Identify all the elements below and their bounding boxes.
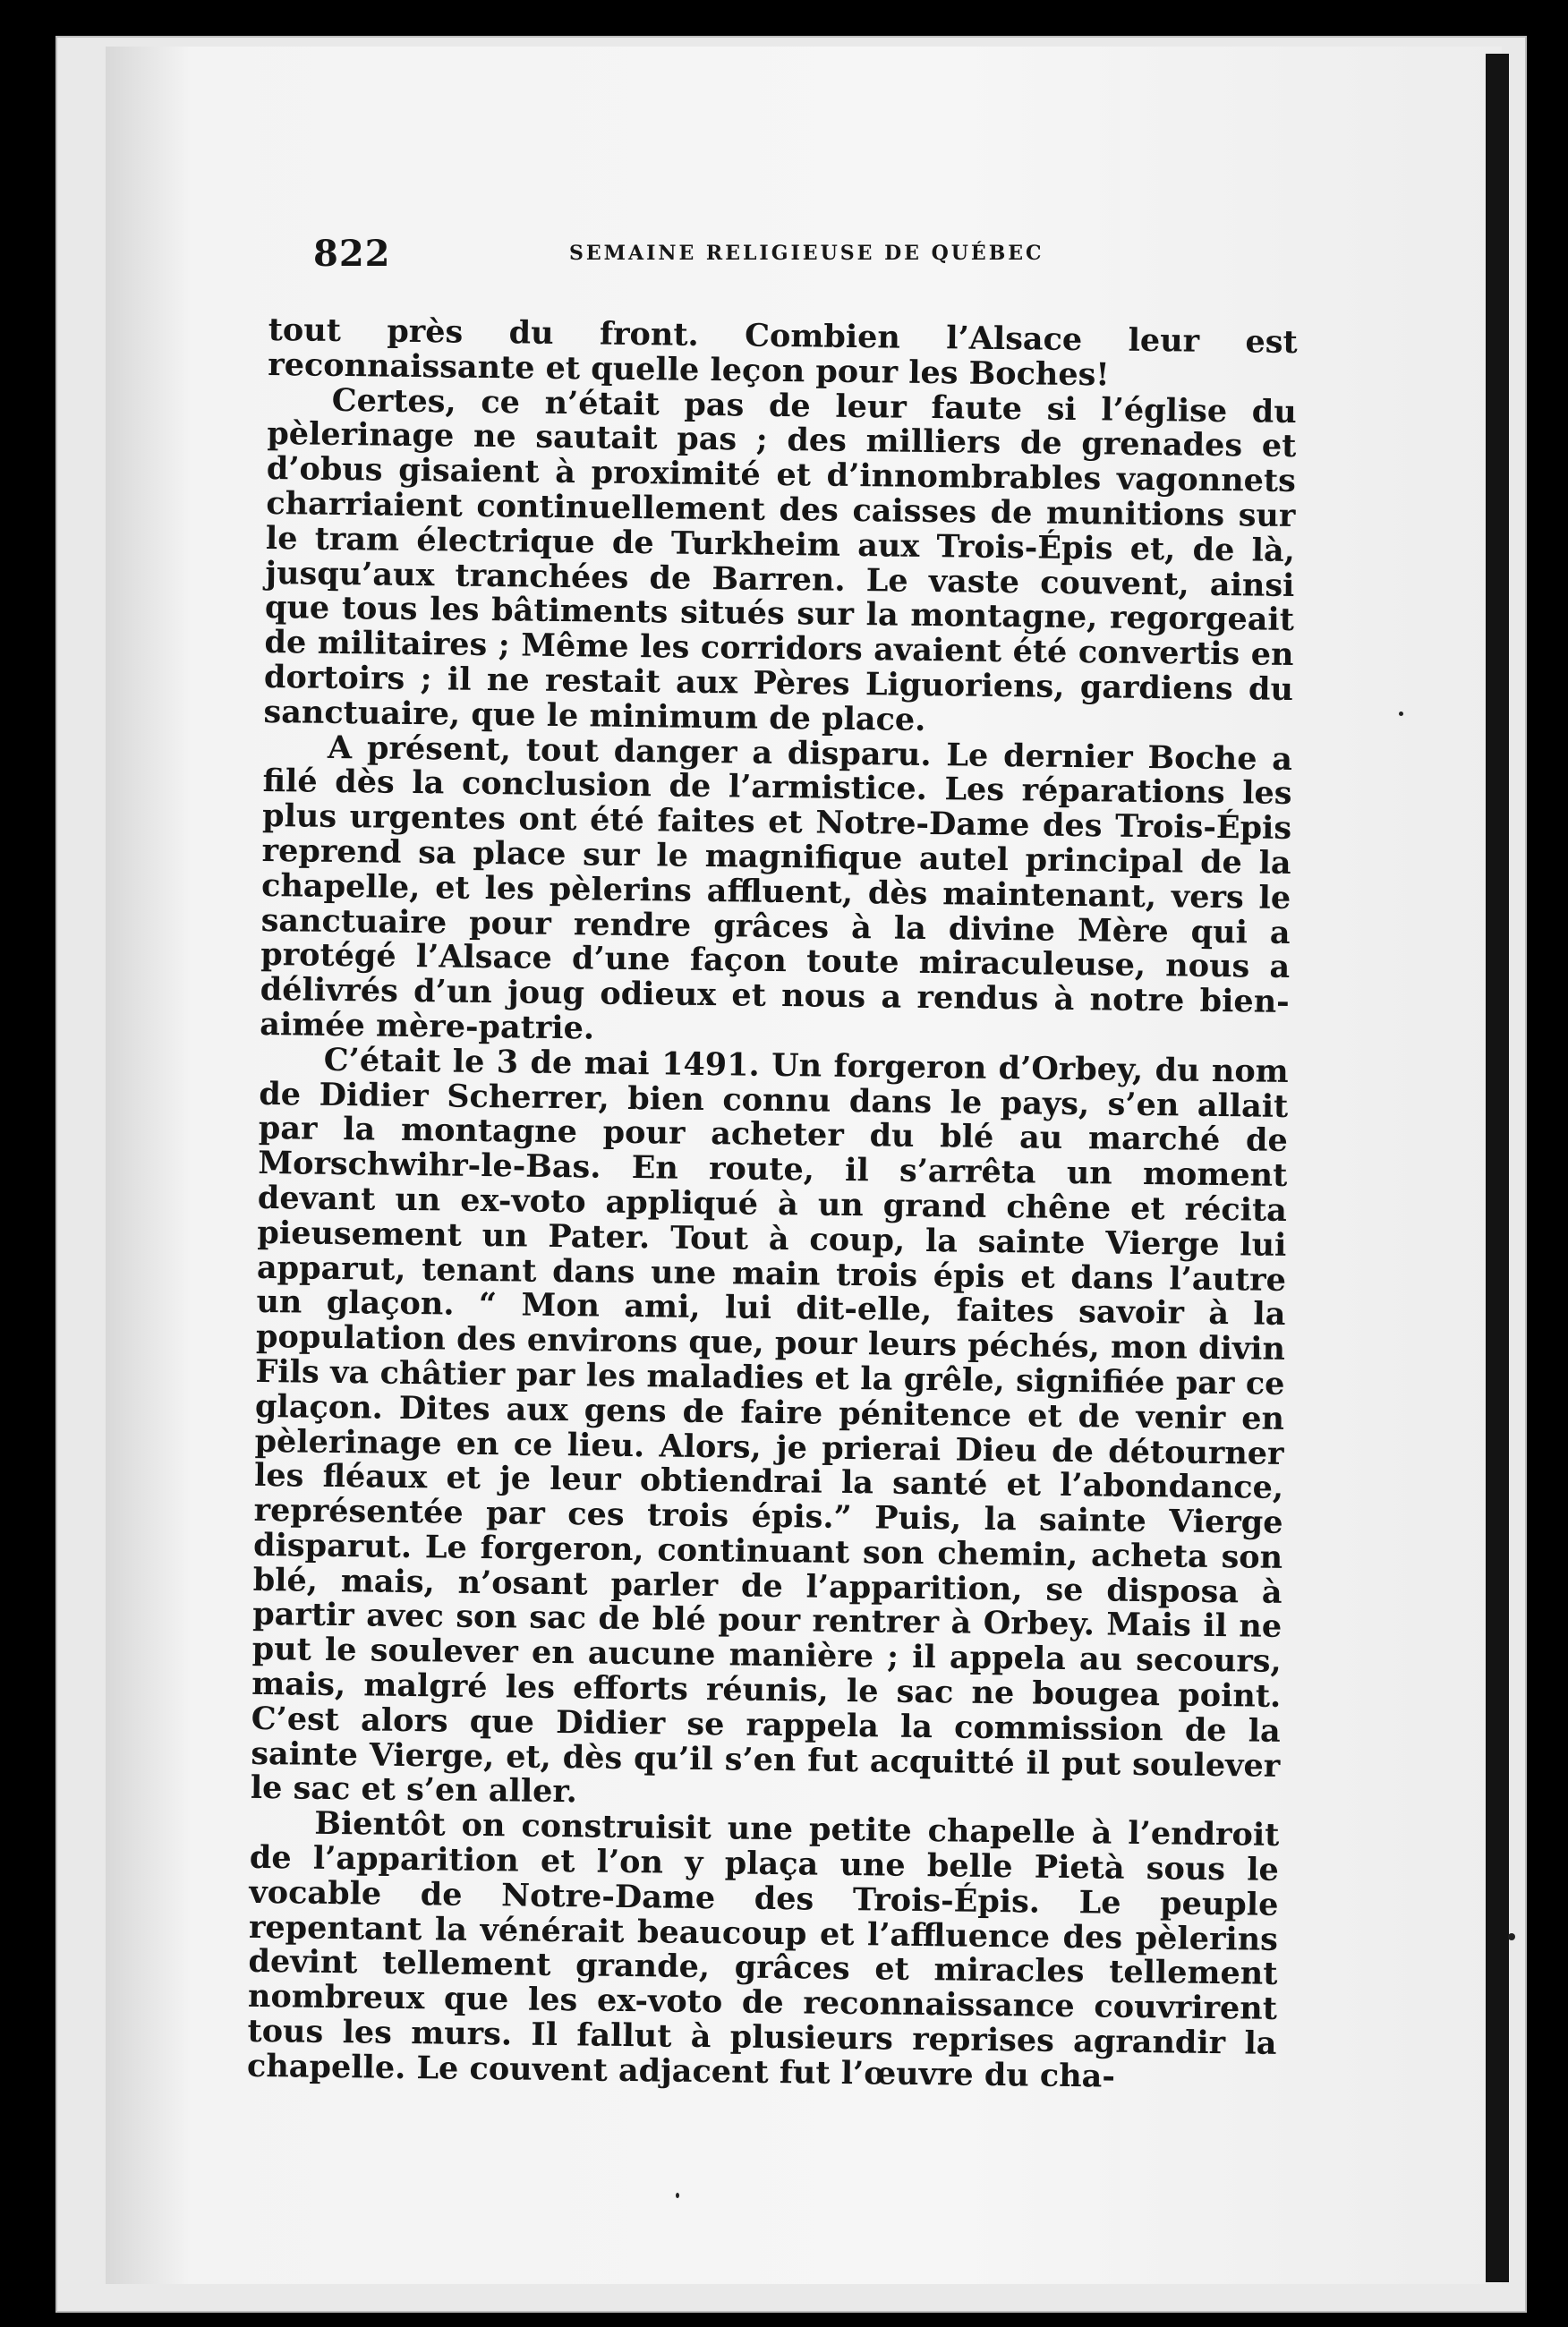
running-head: SEMAINE RELIGIEUSE DE QUÉBEC xyxy=(569,242,1044,265)
paragraph-1: tout près du front. Combien l’Alsace leur est reconnaissante et quelle leçon pour les Boches! xyxy=(268,311,1298,394)
body-text xyxy=(247,313,1298,2097)
paragraph-4: C’était le 3 de mai 1491. Un forgeron d’Orbey, du nom de Didier Scherrer, bien connu dans le pays, s’en allait par la montagne pour acheter du blé au marché de Morschwihr-le-Bas. En route, il s’arrêta un moment devant un ex-voto appliqué à un grand chêne et récita pieusement un Pater. Tout à coup, la sainte Vierge lui apparut, tenant dans une main trois épis et dans l’autre un glaçon. “ Mon ami, lui dit-elle, faites savoir à la population des environs que, pour leurs péchés, mon divin Fils va châtier par les maladies et la grêle, signifiée par ce glaçon. Dites aux gens de faire pénitence et de venir en pèlerinage en ce lieu. Alors, je prierai Dieu de détourner les fléaux et je leur obtiendrai la santé et l’abondance, représentée par ces trois épis.” Puis, la sainte Vierge disparut. Le forgeron, continuant son chemin, acheta son blé, mais, n’osant parler de l’apparition, se disposa à partir avec son sac de blé pour rentrer à Orbey. Mais il ne put le soulever en aucune manière ; il appela au secours, mais, malgré les efforts réunis, le sac ne bougea point. C’est alors que Didier se rappela la commission de la sainte Vierge, et, dès qu’il s’en fut acquitté il put soulever le sac et s’en aller. xyxy=(250,1041,1289,1811)
book-page xyxy=(246,233,1298,2095)
scanner-edge xyxy=(1486,54,1509,2282)
paragraph-5: Bientôt on construisit une petite chapelle à l’endroit de l’apparition et l’on y plaça une belle Pietà sous le vocable de Notre-Dame des Trois-Épis. Le peuple repentant la vénérait beaucoup et l’affluence des pèlerins devint tellement grande, grâces et miracles tellement nombreux que les ex-voto de reconnaissance couvrirent tous les murs. Il fallut à plusieurs reprises agrandir la chapelle. Le couvent adjacent fut l’œuvre du cha- xyxy=(246,1805,1280,2095)
page-number: 822 xyxy=(313,233,391,275)
paragraph-2: Certes, ce n’était pas de leur faute si l’église du pèlerinage ne sautait pas ; des milliers de grenades et d’obus gisaient à proximité et d’innombrables vagonnets charriaient continuellement des caisses de munitions sur le tram électrique de Turkheim aux Trois-Épis et, de là, jusqu’aux tranchées de Barren. Le vaste couvent, ainsi que tous les bâtiments situés sur la montagne, regorgeait de militaires ; Même les corridors avaient été convertis en dortoirs ; il ne restait aux Pères Liguoriens, gardiens du sanctuaire, que le minimum de place. xyxy=(263,381,1297,738)
page-header xyxy=(268,233,1298,313)
paragraph-3: A présent, tout danger a disparu. Le dernier Boche a filé dès la conclusion de l’armistice. Les réparations les plus urgentes ont été faites et Notre-Dame des Trois-Épis reprend sa place sur le magnifique autel principal de la chapelle, et les pèlerins affluent, dès maintenant, vers le sanctuaire pour rendre grâces à la divine Mère qui a protégé l’Alsace d’une façon toute miraculeuse, nous a délivrés d’un joug odieux et nous a rendus à notre bien-aimée mère-patrie. xyxy=(260,729,1293,1047)
